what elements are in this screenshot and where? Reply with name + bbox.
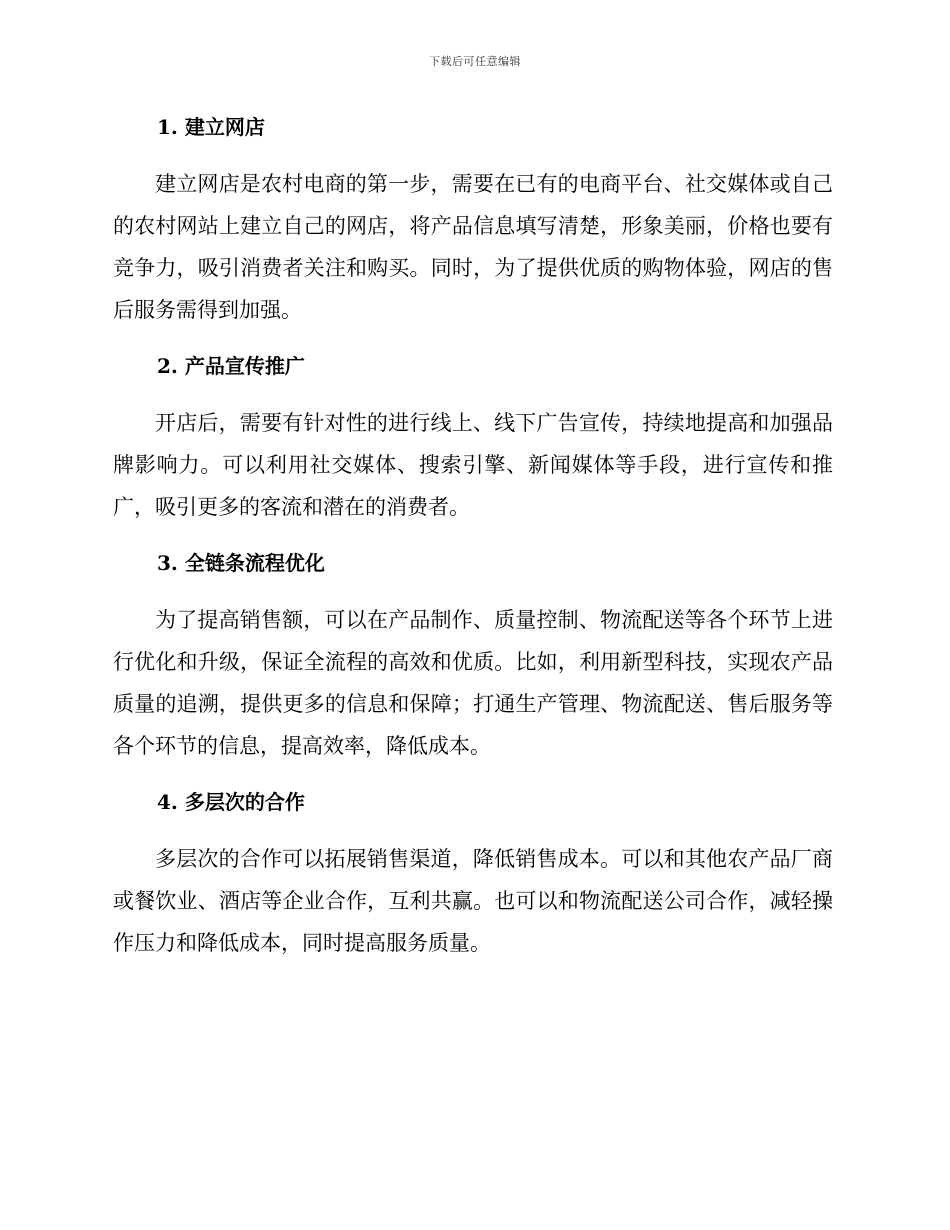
- document-body: [113, 112, 833, 984]
- section-paragraph-4: 多层次的合作可以拓展销售渠道，降低销售成本。可以和其他农产品厂商或餐饮业、酒店等企业合作，互利共赢。也可以和物流配送公司合作，减轻操作压力和降低成本，同时提高服务质量。: [113, 847, 833, 955]
- section-heading-3: 3. 全链条流程优化: [157, 551, 325, 575]
- section-paragraph-2: 开店后，需要有针对性的进行线上、线下广告宣传，持续地提高和加强品牌影响力。可以利用社交媒体、搜索引擎、新闻媒体等手段，进行宣传和推广，吸引更多的客流和潜在的消费者。: [113, 411, 833, 519]
- header-note: 下载后可任意编辑: [429, 55, 521, 68]
- section-heading-2: 2. 产品宣传推广: [157, 354, 305, 378]
- section-heading-1: 1. 建立网店: [157, 115, 265, 139]
- section-heading-4: 4. 多层次的合作: [157, 790, 305, 814]
- section-paragraph-3: 为了提高销售额，可以在产品制作、质量控制、物流配送等各个环节上进行优化和升级，保证全流程的高效和优质。比如，利用新型科技，实现农产品质量的追溯，提供更多的信息和保障；打通生产管理、物流配送、售后服务等各个环节的信息，提高效率，降低成本。: [113, 608, 833, 758]
- section-paragraph-1: 建立网店是农村电商的第一步，需要在已有的电商平台、社交媒体或自己的农村网站上建立自己的网店，将产品信息填写清楚，形象美丽，价格也要有竞争力，吸引消费者关注和购买。同时，为了提供优质的购物体验，网店的售后服务需得到加强。: [113, 172, 833, 322]
